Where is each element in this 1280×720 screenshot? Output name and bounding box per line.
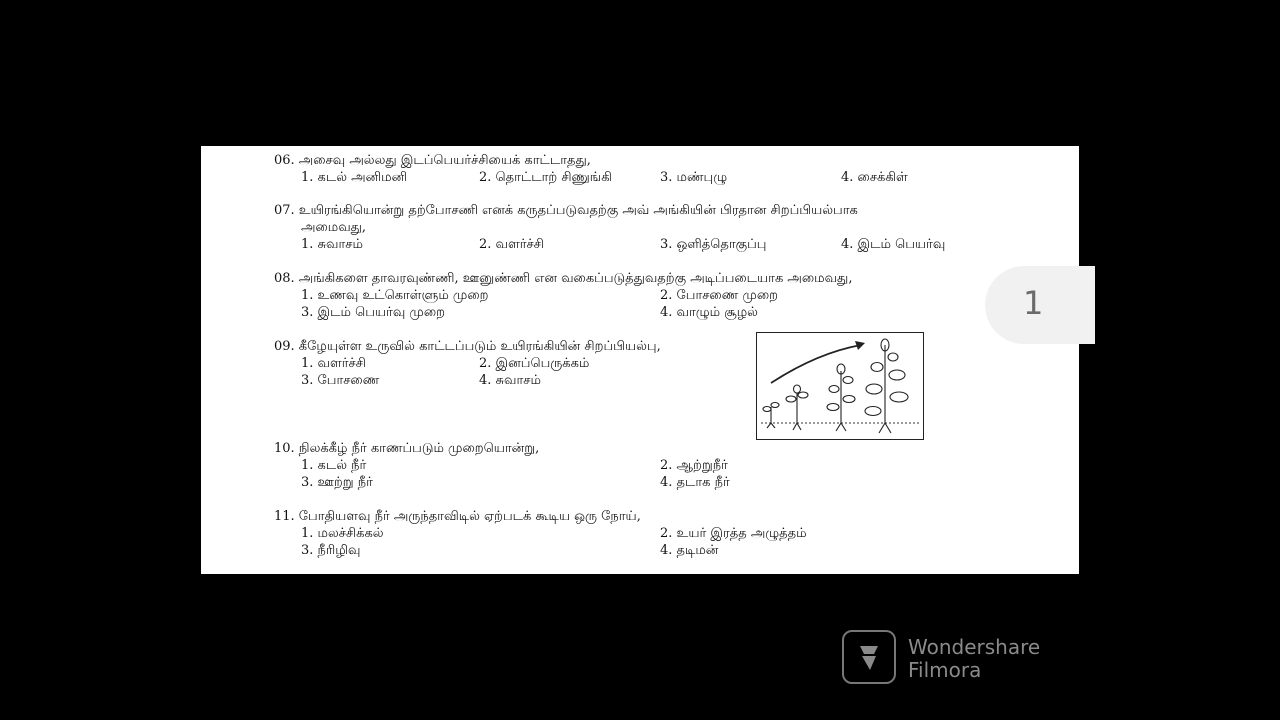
q09-option-2: 2. இனப்பெருக்கம்: [479, 356, 590, 371]
q09-option-1: 1. வளர்ச்சி: [301, 356, 366, 371]
watermark-line2: Filmora: [908, 658, 982, 682]
question-06: 06. அசைவு அல்லது இடப்பெயர்ச்சியைக் காட்டாதது,: [274, 153, 591, 168]
q09-option-3: 3. போசணை: [301, 373, 380, 388]
q07-option-2: 2. வளர்ச்சி: [479, 237, 544, 252]
question-07-continued: அமைவது,: [301, 220, 367, 235]
plant-growth-figure: [756, 332, 924, 440]
q08-option-3: 3. இடம் பெயர்வு முறை: [301, 305, 446, 320]
watermark-text: [908, 636, 1040, 682]
q07-option-3: 3. ஒளித்தொகுப்பு: [660, 237, 767, 252]
q10-option-1: 1. கடல் நீர்: [301, 458, 367, 473]
watermark: [842, 630, 1062, 686]
q08-option-2: 2. போசணை முறை: [660, 288, 778, 303]
q10-option-2: 2. ஆற்றுநீர்: [660, 458, 728, 473]
q06-option-2: 2. தொட்டாற் சிணுங்கி: [479, 170, 612, 185]
q06-option-1: 1. கடல் அனிமனி: [301, 170, 408, 185]
question-09: 09. கீழேயுள்ள உருவில் காட்டப்படும் உயிரங்கியின் சிறப்பியல்பு,: [274, 339, 661, 354]
q11-option-3: 3. நீரிழிவு: [301, 543, 361, 558]
question-10: 10. நிலக்கீழ் நீர் காணப்படும் முறையொன்று,: [274, 441, 540, 456]
q11-option-4: 4. தடிமன்: [660, 543, 719, 558]
q07-option-1: 1. சுவாசம்: [301, 237, 363, 252]
filmora-logo-icon: [842, 630, 896, 684]
q06-option-3: 3. மண்புழு: [660, 170, 728, 185]
q11-option-2: 2. உயர் இரத்த அழுத்தம்: [660, 526, 807, 541]
q07-option-4: 4. இடம் பெயர்வு: [841, 237, 946, 252]
worksheet-page: [201, 146, 1079, 574]
q06-option-4: 4. சைக்கிள்: [841, 170, 908, 185]
q11-option-1: 1. மலச்சிக்கல்: [301, 526, 384, 541]
question-07: 07. உயிரங்கியொன்று தற்போசணி எனக் கருதப்படுவதற்கு அவ் அங்கியின் பிரதான சிறப்பியல்பாக: [274, 203, 858, 218]
question-08: 08. அங்கிகளை தாவரவுண்ணி, ஊனுண்ணி என வகைப்படுத்துவதற்கு அடிப்படையாக அமைவது,: [274, 271, 853, 286]
question-11: 11. போதியளவு நீர் அருந்தாவிடில் ஏற்படக் கூடிய ஒரு நோய்,: [274, 509, 641, 524]
q09-option-4: 4. சுவாசம்: [479, 373, 541, 388]
page-number: 1: [1023, 284, 1044, 322]
q08-option-1: 1. உணவு உட்கொள்ளும் முறை: [301, 288, 489, 303]
q10-option-4: 4. தடாக நீர்: [660, 475, 730, 490]
q10-option-3: 3. ஊற்று நீர்: [301, 475, 373, 490]
watermark-line1: Wondershare: [908, 635, 1041, 659]
page-number-badge[interactable]: [985, 266, 1095, 344]
q08-option-4: 4. வாழும் சூழல்: [660, 305, 758, 320]
